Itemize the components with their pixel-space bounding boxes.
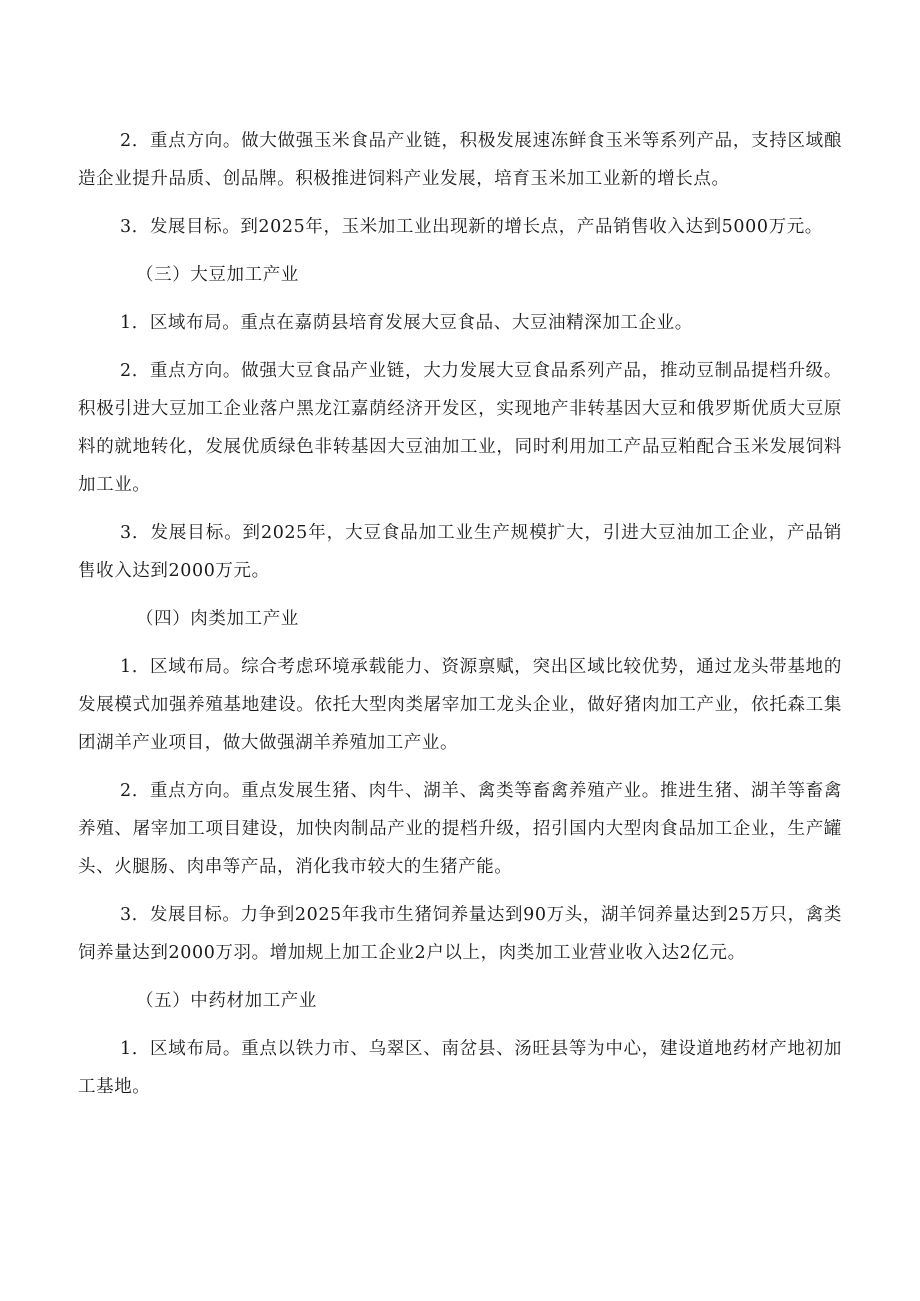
document-body [78,122,842,1116]
soybean-layout-paragraph: 1．区域布局。重点在嘉荫县培育发展大豆食品、大豆油精深加工企业。 [120,313,693,333]
herb-section-heading: （五）中药材加工产业 [136,991,317,1011]
corn-target-paragraph: 3．发展目标。到2025年，玉米加工业出现新的增长点，产品销售收入达到5000万元。 [120,217,823,237]
herb-layout-paragraph: 1．区域布局。重点以铁力市、乌翠区、南岔县、汤旺县等为中心，建设道地药材产地初加工基地。 [78,1039,842,1097]
meat-section-heading: （四）肉类加工产业 [136,609,299,629]
soybean-direction-paragraph: 2．重点方向。做强大豆食品产业链，大力发展大豆食品系列产品，推动豆制品提档升级。积极引进大豆加工企业落户黑龙江嘉荫经济开发区，实现地产非转基因大豆和俄罗斯优质大豆原料的就地转化，发展优质绿色非转基因大豆油加工业，同时利用加工产品豆粕配合玉米发展饲料加工业。 [78,361,842,495]
meat-direction-paragraph: 2．重点方向。重点发展生猪、肉牛、湖羊、禽类等畜禽养殖产业。推进生猪、湖羊等畜禽养殖、屠宰加工项目建设，加快肉制品产业的提档升级，招引国内大型肉食品加工企业，生产罐头、火腿肠、肉串等产品，消化我市较大的生猪产能。 [78,781,842,877]
soybean-target-paragraph: 3．发展目标。到2025年，大豆食品加工业生产规模扩大，引进大豆油加工企业，产品销售收入达到2000万元。 [78,523,842,581]
meat-layout-paragraph: 1．区域布局。综合考虑环境承载能力、资源禀赋，突出区域比较优势，通过龙头带基地的发展模式加强养殖基地建设。依托大型肉类屠宰加工龙头企业，做好猪肉加工产业，依托森工集团湖羊产业项目，做大做强湖羊养殖加工产业。 [78,657,842,753]
corn-direction-paragraph: 2．重点方向。做大做强玉米食品产业链，积极发展速冻鲜食玉米等系列产品，支持区域酿造企业提升品质、创品牌。积极推进饲料产业发展，培育玉米加工业新的增长点。 [78,131,842,189]
soybean-section-heading: （三）大豆加工产业 [136,265,299,285]
meat-target-paragraph: 3．发展目标。力争到2025年我市生猪饲养量达到90万头，湖羊饲养量达到25万只，禽类饲养量达到2000万羽。增加规上加工企业2户以上，肉类加工业营业收入达2亿元。 [78,905,842,963]
